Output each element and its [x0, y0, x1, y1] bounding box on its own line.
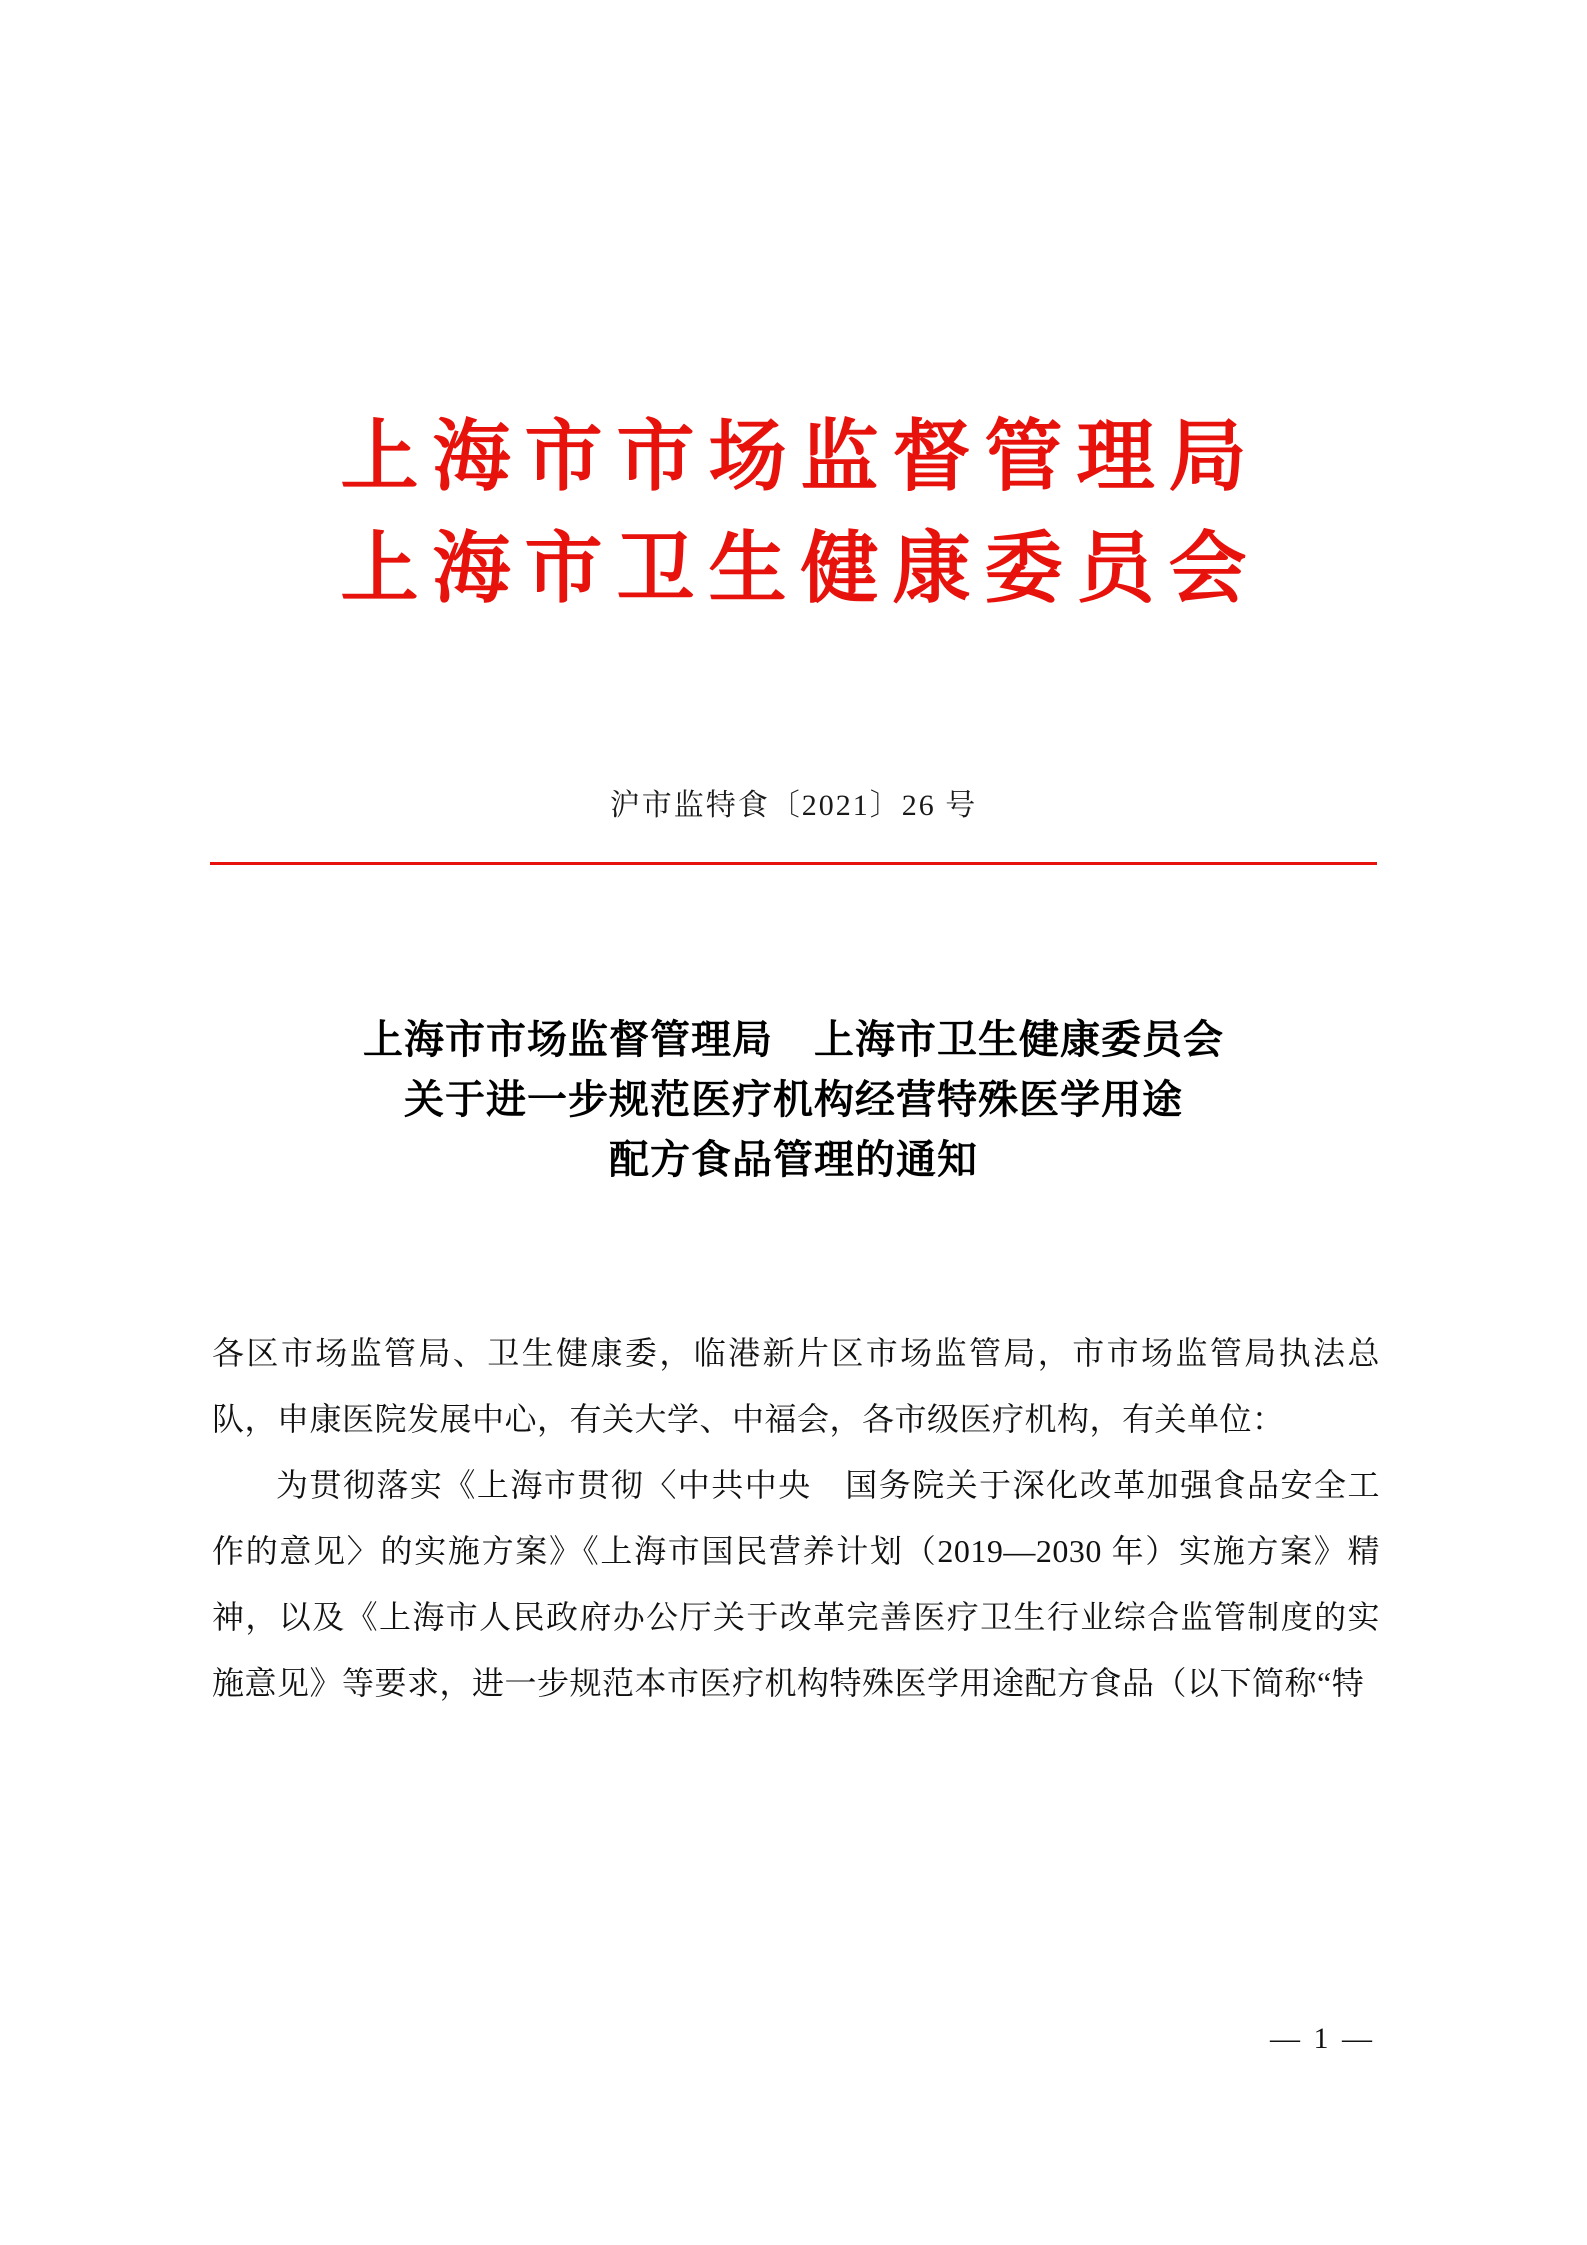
document-number: 沪市监特食〔2021〕26 号: [609, 789, 978, 822]
masthead-line-1: 上海市市场监督管理局: [340, 412, 1261, 500]
masthead-line-2: 上海市卫生健康委员会: [340, 524, 1261, 612]
page-title-line-2: 关于进一步规范医疗机构经营特殊医学用途: [404, 1078, 1183, 1122]
red-divider-rule: [210, 862, 1377, 865]
page-title-line-3: 配方食品管理的通知: [609, 1138, 978, 1182]
masthead: [0, 400, 1587, 624]
page-title: [210, 1010, 1377, 1190]
page-number: — 1 —: [1270, 2022, 1375, 2055]
paragraph-preamble: 为贯彻落实《上海市贯彻〈中共中央 国务院关于深化改革加强食品安全工作的意见〉的实施方案》《上海市国民营养计划（2019—2030 年）实施方案》精神，以及《上海市人民政府办公厅关于改革完善医疗卫生行业综合监管制度的实施意见》等要求，进一步规范本市医疗机构特殊医学用途配方食品（以下简称“特: [212, 1467, 1380, 1701]
document-body: [212, 1320, 1380, 1716]
page-title-line-1: 上海市市场监督管理局 上海市卫生健康委员会: [363, 1018, 1224, 1062]
paragraph-recipients: 各区市场监管局、卫生健康委，临港新片区市场监管局，市市场监管局执法总队，申康医院发展中心，有关大学、中福会，各市级医疗机构，有关单位：: [212, 1335, 1380, 1437]
